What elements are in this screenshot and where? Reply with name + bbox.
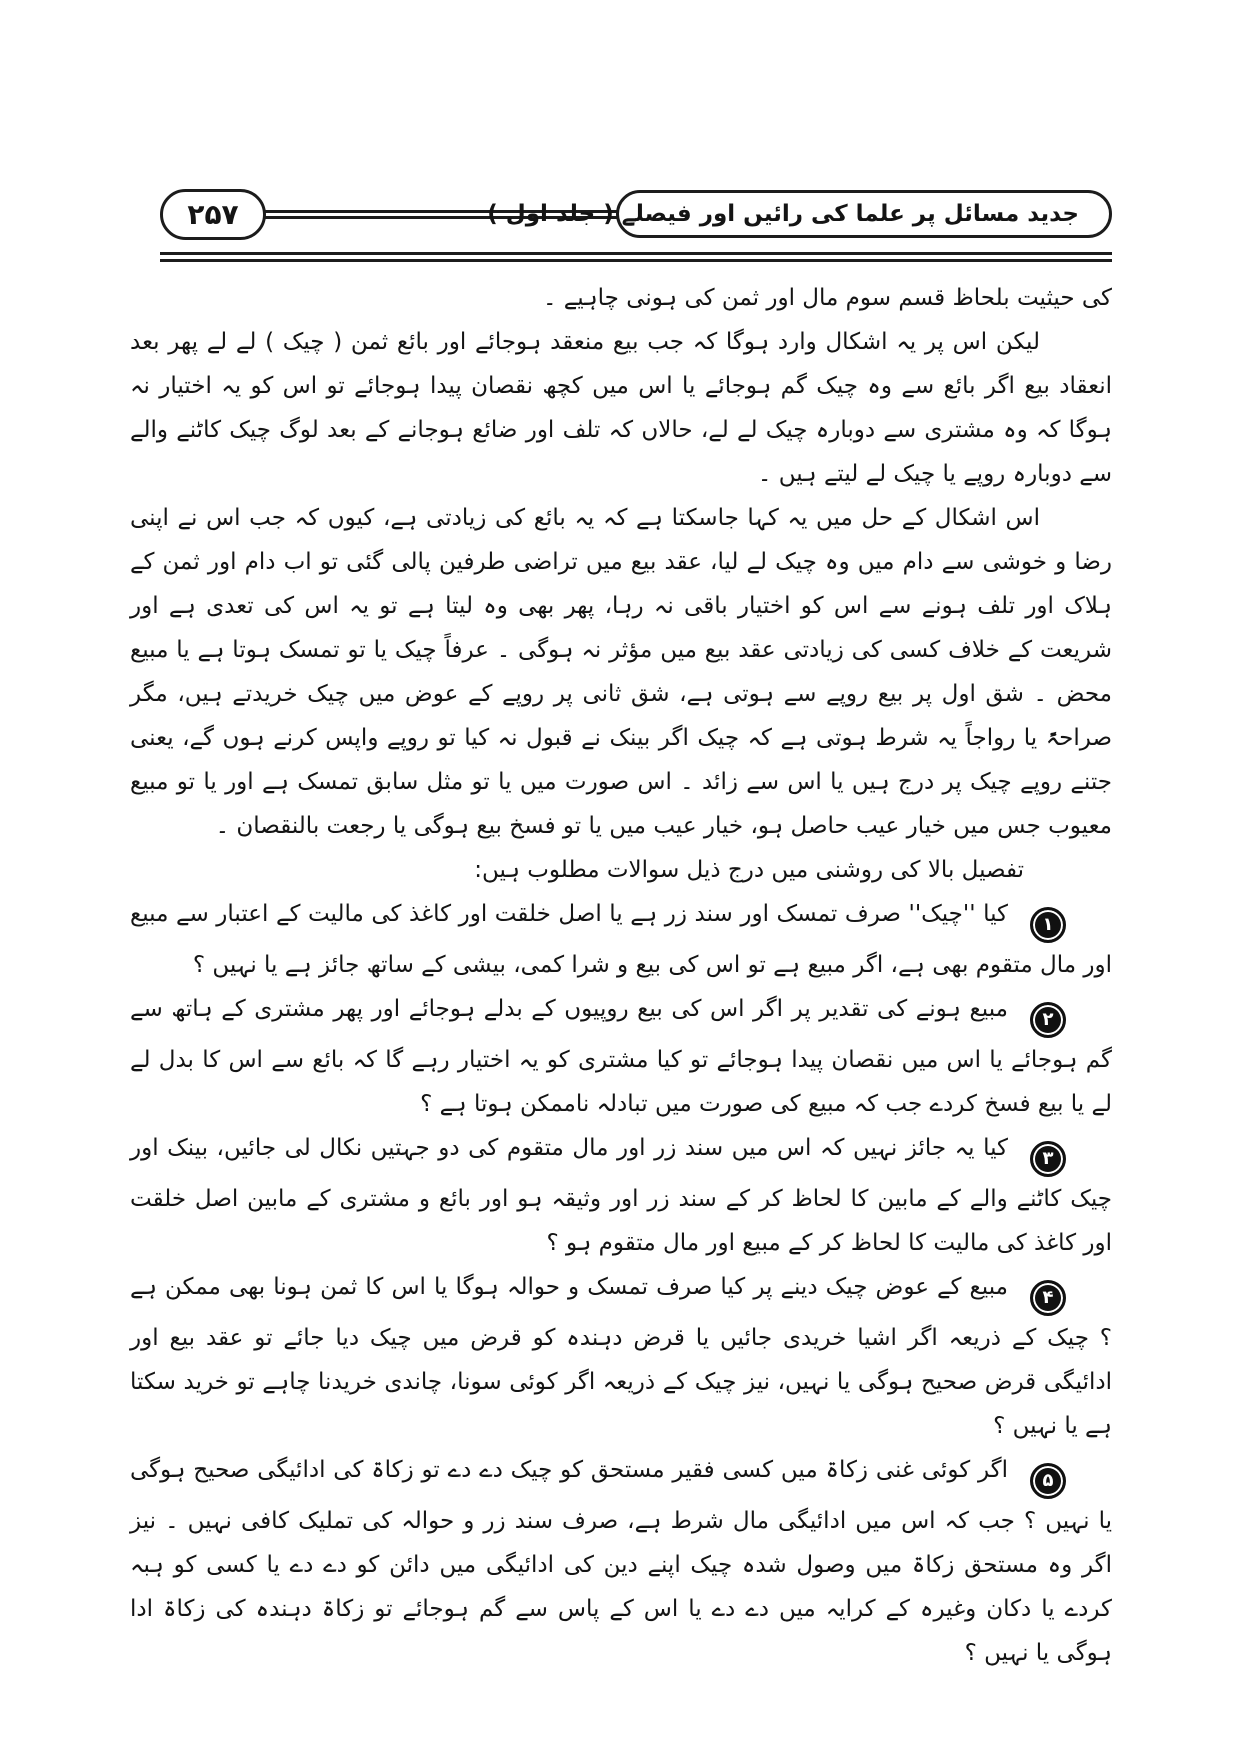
page-number-badge xyxy=(160,189,266,240)
page-header xyxy=(95,185,1112,243)
book-title: جدید مسائل پر علما کی رائیں اور فیصلے ( جلد اول ) xyxy=(487,201,1079,227)
question-number-badge: ۴ xyxy=(1030,1280,1066,1316)
question-text: اگر کوئی غنی زکاۃ میں کسی فقیر مستحق کو چیک دے دے تو زکاۃ کی ادائیگی صحیح ہوگی یا نہیں ؟ جب کہ اس میں ادائیگی مال شرط ہے، صرف سند زر و حوالہ کی تملیک کافی نہیں ۔ نیز اگر وہ مستحق زکاۃ میں وصول شدہ چیک اپنے دین کی ادائیگی میں دائن کو دے دے یا کسی کو ہبہ کردے یا دکان وغیرہ کے کرایہ میں دے دے یا اس کے پاس سے گم ہوجائے تو زکاۃ دہندہ کی زکاۃ ادا ہوگی یا نہیں ؟ xyxy=(130,1457,1112,1666)
questions-intro: تفصیل بالا کی روشنی میں درج ذیل سوالات مطلوب ہیں: xyxy=(474,857,1024,883)
question-item-2 xyxy=(130,987,1112,1126)
page-number: ۲۵۷ xyxy=(187,197,239,231)
question-item-5 xyxy=(130,1448,1112,1675)
question-text: کیا یہ جائز نہیں کہ اس میں سند زر اور مال متقوم کی دو جہتیں نکال لی جائیں، بینک اور چیک کاٹنے والے کے مابین کا لحاظ کر کے سند زر اور وثیقہ ہو اور بائع و مشتری کے مابین اصل خلقت اور کاغذ کی مالیت کا لحاظ کر کے مبیع اور مال متقوم ہو ؟ xyxy=(130,1135,1112,1256)
question-number-badge: ۵ xyxy=(1030,1463,1066,1499)
question-item-1 xyxy=(130,892,1112,987)
book-title-oval xyxy=(487,190,1112,238)
question-number-badge: ۱ xyxy=(1030,907,1066,943)
paragraph-continuation: کی حیثیت بلحاظ قسم سوم مال اور ثمن کی ہونی چاہیے ۔ xyxy=(542,285,1112,311)
header-divider-rule xyxy=(160,252,1112,262)
question-text: مبیع ہونے کی تقدیر پر اگر اس کی بیع روپیوں کے بدلے ہوجائے اور پھر مشتری کے ہاتھ سے گم ہوجائے یا اس میں نقصان پیدا ہوجائے تو کیا مشتری کو یہ اختیار رہے گا کہ بائع سے اس کا بدل لے لے یا بیع فسخ کردے جب کہ مبیع کی صورت میں تبادلہ ناممکن ہوتا ہے ؟ xyxy=(130,996,1112,1117)
question-item-3 xyxy=(130,1126,1112,1265)
page-body xyxy=(95,276,1112,1675)
question-number-badge: ۳ xyxy=(1030,1141,1066,1177)
paragraph: اس اشکال کے حل میں یہ کہا جاسکتا ہے کہ یہ بائع کی زیادتی ہے، کیوں کہ جب اس نے اپنی رضا و خوشی سے دام میں وہ چیک لے لیا، عقد بیع میں تراضی طرفین پالی گئی تو اب دام اور ثمن کے ہلاک اور تلف ہونے سے اس کو اختیار باقی نہ رہا، پھر بھی وہ لیتا ہے تو یہ اس کی تعدی ہے اور شریعت کے خلاف کسی کی زیادتی عقد بیع میں مؤثر نہ ہوگی ۔ عرفاً چیک یا تو تمسک ہوتا ہے یا مبیع محض ۔ شق اول پر بیع روپے سے ہوتی ہے، شق ثانی پر روپے کے عوض میں چیک خریدتے ہیں، مگر صراحۃً یا رواجاً یہ شرط ہوتی ہے کہ چیک اگر بینک نے قبول نہ کیا تو روپے واپس کرنے ہوں گے، یعنی جتنے روپے چیک پر درج ہیں یا اس سے زائد ۔ اس صورت میں یا تو مثل سابق تمسک ہے اور یا تو مبیع معیوب جس میں خیار عیب حاصل ہو، خیار عیب میں یا تو فسخ بیع ہوگی یا رجعت بالنقصان ۔ xyxy=(130,505,1113,839)
question-text: مبیع کے عوض چیک دینے پر کیا صرف تمسک و حوالہ ہوگا یا اس کا ثمن ہونا بھی ممکن ہے ؟ چیک کے ذریعہ اگر اشیا خریدی جائیں یا قرض دہندہ کو قرض میں چیک دیا جائے تو عقد بیع اور ادائیگی قرض صحیح ہوگی یا نہیں، نیز چیک کے ذریعہ اگر کوئی سونا، چاندی خریدنا چاہے تو خرید سکتا ہے یا نہیں ؟ xyxy=(130,1274,1112,1439)
paragraph: لیکن اس پر یہ اشکال وارد ہوگا کہ جب بیع منعقد ہوجائے اور بائع ثمن ( چیک ) لے لے پھر بعد انعقاد بیع اگر بائع سے وہ چیک گم ہوجائے یا اس میں کچھ نقصان پیدا ہوجائے تو اس کو یہ اختیار نہ ہوگا کہ وہ مشتری سے دوبارہ چیک لے لے، حالاں کہ تلف اور ضائع ہوجانے کے بعد لوگ چیک کاٹنے والے سے دوبارہ روپے یا چیک لے لیتے ہیں ۔ xyxy=(130,329,1112,487)
question-item-4 xyxy=(130,1265,1112,1448)
question-number-badge: ۲ xyxy=(1030,1002,1066,1038)
question-text: کیا ''چیک'' صرف تمسک اور سند زر ہے یا اصل خلقت اور کاغذ کی مالیت کے اعتبار سے مبیع اور مال متقوم بھی ہے، اگر مبیع ہے تو اس کی بیع و شرا کمی، بیشی کے ساتھ جائز ہے یا نہیں ؟ xyxy=(130,901,1112,978)
